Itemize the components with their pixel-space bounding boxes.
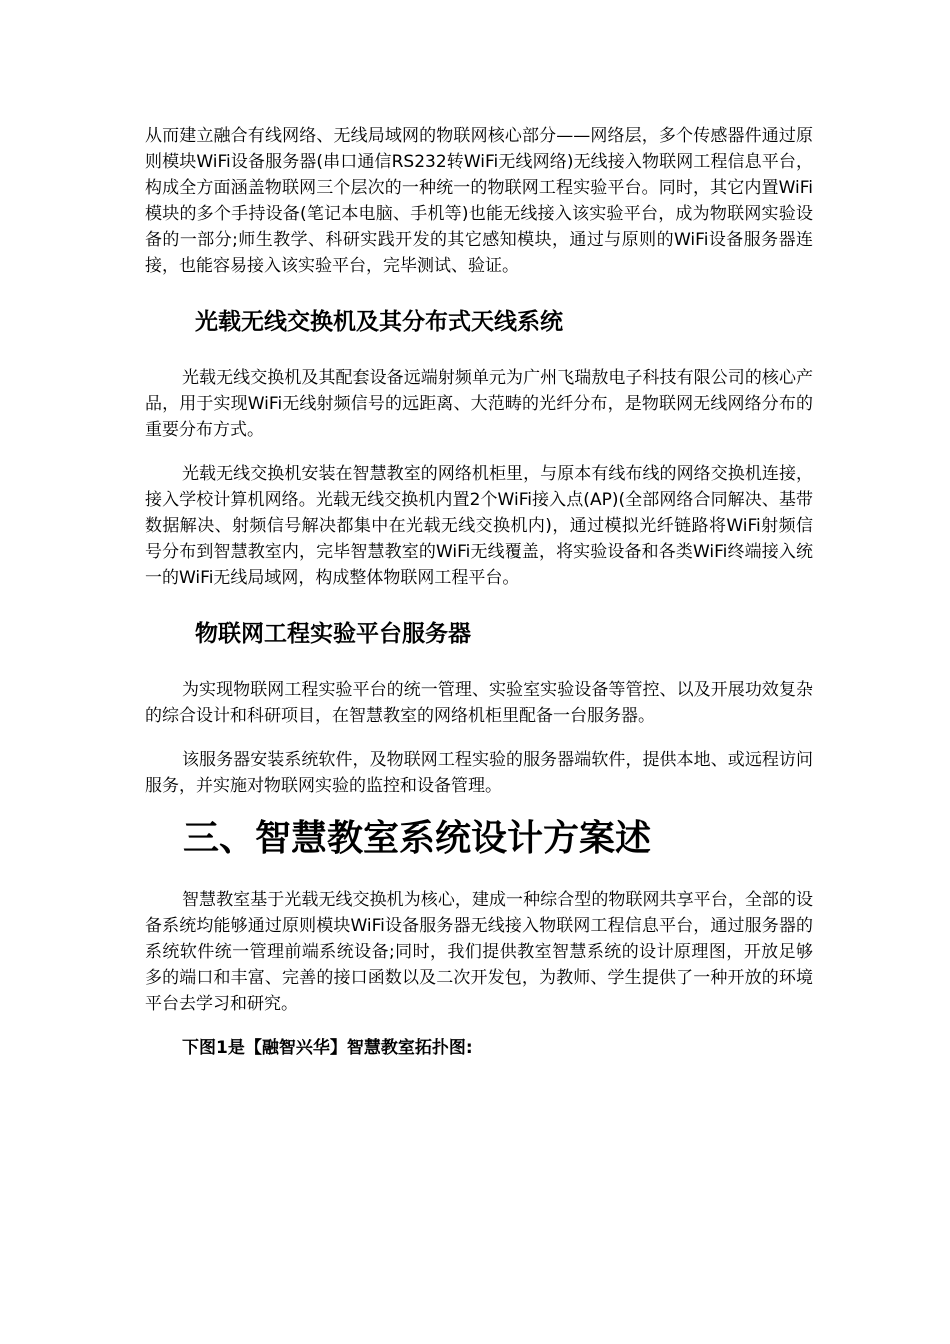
paragraph-intro: 从而建立融合有线网络、无线局域网的物联网核心部分——网络层，多个传感器件通过原则模块WiFi设备服务器(串口通信RS232转WiFi无线网络)无线接入物联网工程信息平台，构成全方面涵盖物联网三个层次的一种统一的物联网工程实验平台。同时，其它内置WiFi模块的多个手持设备(笔记本电脑、手机等)也能无线接入该实验平台，成为物联网实验设备的一部分;师生教学、科研实践开发的其它感知模块，通过与原则的WiFi设备服务器连接，也能容易接入该实验平台，完毕测试、验证。 [145,126,813,276]
paragraph-server-2: 该服务器安装系统软件，及物联网工程实验的服务器端软件，提供本地、或远程访问服务，并实施对物联网实验的监控和设备管理。 [145,750,813,796]
heading-optical-wireless-switch: 光载无线交换机及其分布式天线系统 [195,309,563,335]
paragraph-optical-2: 光载无线交换机安装在智慧教室的网络机柜里，与原本有线布线的网络交换机连接，接入学校计算机网络。光载无线交换机内置2个WiFi接入点(AP)(全部网络合同解决、基带数据解决、射频信号解决都集中在光载无线交换机内)，通过模拟光纤链路将WiFi射频信号分布到智慧教室内，完毕智慧教室的WiFi无线覆盖，将实验设备和各类WiFi终端接入统一的WiFi无线局域网，构成整体物联网工程平台。 [145,464,813,588]
document-page [145,123,813,1061]
heading-section-3: 三、智慧教室系统设计方案述 [183,818,652,859]
paragraph-server-1: 为实现物联网工程实验平台的统一管理、实验室实验设备等管控、以及开展功效复杂的综合设计和科研项目，在智慧教室的网络机柜里配备一台服务器。 [145,680,813,726]
paragraph-section-3: 智慧教室基于光载无线交换机为核心，建成一种综合型的物联网共享平台，全部的设备系统均能够通过原则模块WiFi设备服务器无线接入物联网工程信息平台，通过服务器的系统软件统一管理前端系统设备;同时，我们提供教室智慧系统的设计原理图，开放足够多的端口和丰富、完善的接口函数以及二次开发包，为教师、学生提供了一种开放的环境平台去学习和研究。 [145,890,813,1014]
heading-platform-server: 物联网工程实验平台服务器 [195,621,471,647]
figure-caption: 下图1是【融智兴华】智慧教室拓扑图: [182,1038,473,1058]
paragraph-optical-1: 光载无线交换机及其配套设备远端射频单元为广州飞瑞敖电子科技有限公司的核心产品，用于实现WiFi无线射频信号的远距离、大范畴的光纤分布，是物联网无线网络分布的重要分布方式。 [145,368,813,440]
